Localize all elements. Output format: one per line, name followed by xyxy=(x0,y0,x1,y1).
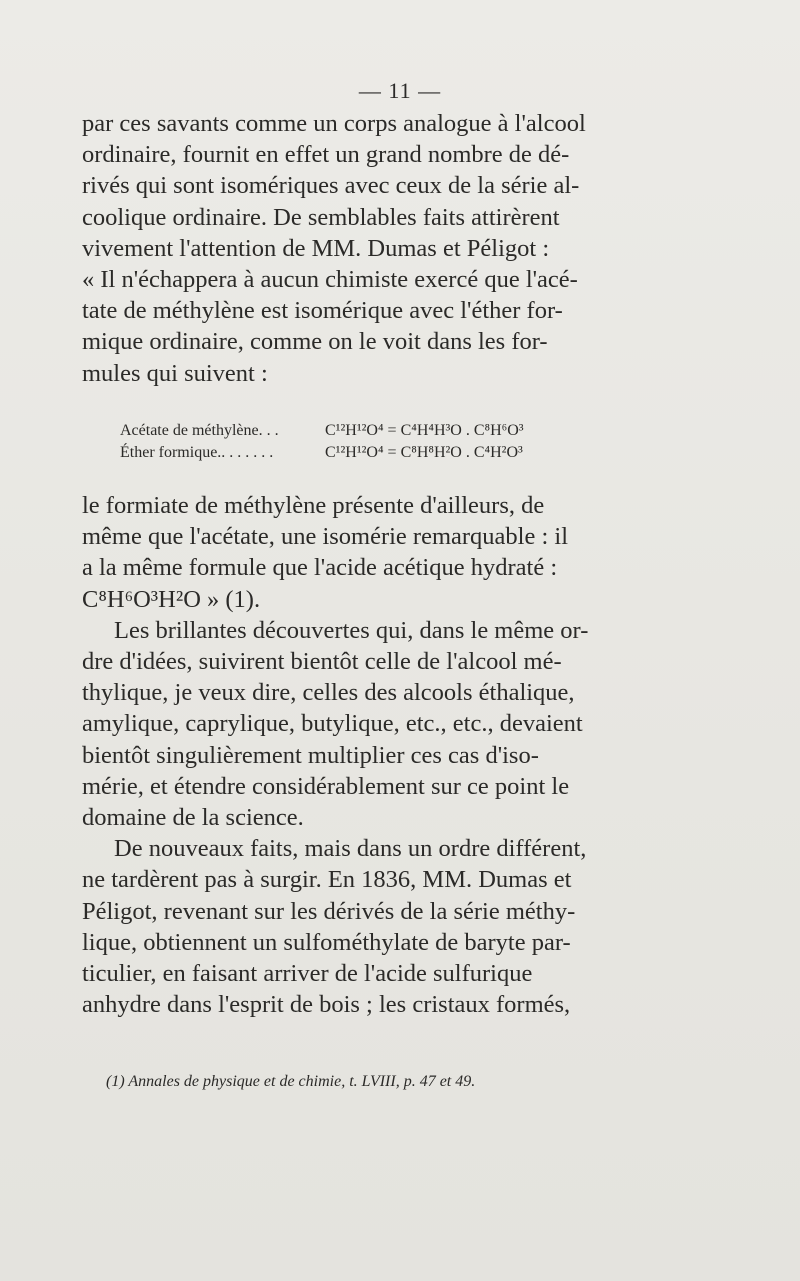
text-line: même que l'acétate, une isomérie remarquable : il xyxy=(82,523,569,551)
page-number: — 11 — xyxy=(358,78,442,103)
text-line: coolique ordinaire. De semblables faits attirèrent xyxy=(82,203,560,231)
text-line: De nouveaux faits, mais dans un ordre différent, xyxy=(114,835,587,863)
text-line: ne tardèrent pas à surgir. En 1836, MM. Dumas et xyxy=(82,866,572,894)
text-line: mules qui suivent : xyxy=(82,359,268,387)
formula-expression: C¹²H¹²O⁴ = C⁸H⁸H²O . C⁴H²O³ xyxy=(325,444,523,461)
text-line: rivés qui sont isomériques avec ceux de la série al- xyxy=(82,172,580,200)
text-line: amylique, caprylique, butylique, etc., etc., devaient xyxy=(82,710,583,738)
formula-label: Acétate de méthylène. . . xyxy=(120,422,279,439)
text-line: domaine de la science. xyxy=(82,804,304,832)
text-line: par ces savants comme un corps analogue à l'alcool xyxy=(82,110,586,137)
text-line: lique, obtiennent un sulfométhylate de baryte par- xyxy=(82,928,571,956)
text-line: « Il n'échappera à aucun chimiste exercé que l'acé- xyxy=(82,266,578,294)
text-line: mérie, et étendre considérablement sur ce point le xyxy=(82,772,570,800)
text-line: le formiate de méthylène présente d'ailleurs, de xyxy=(82,492,545,519)
text-line: C⁸H⁶O³H²O » (1). xyxy=(82,585,261,613)
text-line: vivement l'attention de MM. Dumas et Péligot : xyxy=(82,234,550,262)
text-line: Les brillantes découvertes qui, dans le même or- xyxy=(114,616,589,644)
text-line: a la même formule que l'acide acétique hydraté : xyxy=(82,554,558,582)
paragraph-1 xyxy=(82,108,642,389)
text-line: ordinaire, fournit en effet un grand nombre de dé- xyxy=(82,141,570,169)
formula-label: Éther formique.. . . . . . . xyxy=(120,444,274,461)
text-line: ticulier, en faisant arriver de l'acide sulfurique xyxy=(82,960,533,988)
text-line: Péligot, revenant sur les dérivés de la série méthy- xyxy=(82,897,576,925)
footnote: (1) Annales de physique et de chimie, t. LVIII, p. 47 et 49. xyxy=(106,1073,476,1090)
text-line: bientôt singulièrement multiplier ces cas d'iso- xyxy=(82,741,539,769)
formula-row xyxy=(120,442,640,464)
text-line: mique ordinaire, comme on le voit dans les for- xyxy=(82,328,548,356)
formula-row xyxy=(120,420,640,442)
formula-block xyxy=(120,420,640,464)
text-line: tate de méthylène est isomérique avec l'éther for- xyxy=(82,297,563,325)
text-line: thylique, je veux dire, celles des alcools éthalique, xyxy=(82,679,575,707)
text-line: dre d'idées, suivirent bientôt celle de l'alcool mé- xyxy=(82,648,562,676)
formula-expression: C¹²H¹²O⁴ = C⁴H⁴H³O . C⁸H⁶O³ xyxy=(325,422,524,439)
text-line: anhydre dans l'esprit de bois ; les cristaux formés, xyxy=(82,991,571,1019)
paragraph-2 xyxy=(82,490,642,1020)
